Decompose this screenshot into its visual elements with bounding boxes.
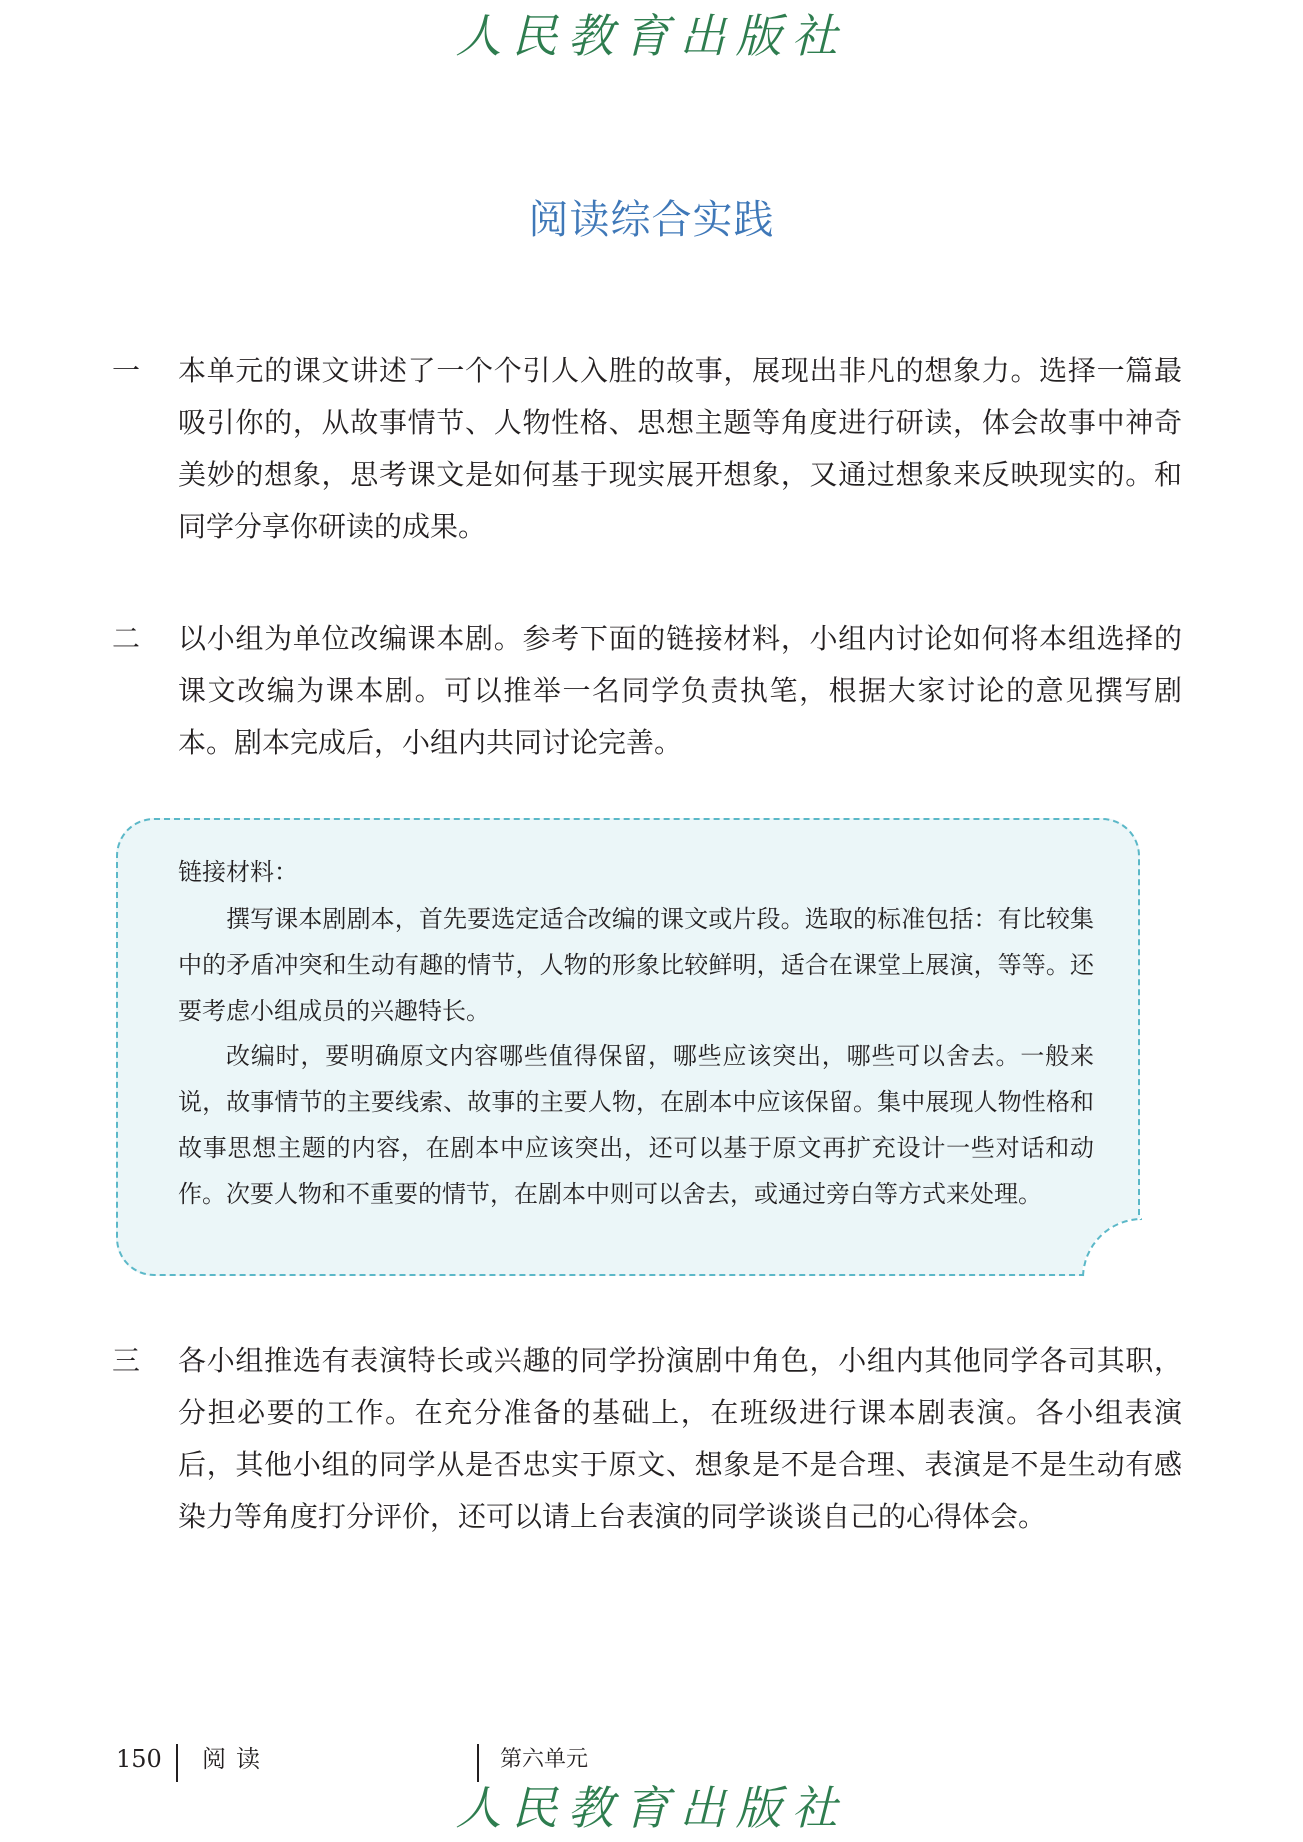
task-text: 各小组推选有表演特长或兴趣的同学扮演剧中角色，小组内其他同学各司其职，分担必要的工作。在充分准备的基础上，在班级进行课本剧表演。各小组表演后，其他小组的同学从是否忠实于原文、想象是不是合理、表演是不是生动有感染力等角度打分评价，还可以请上台表演的同学谈谈自己的心得体会。: [178, 1344, 1182, 1533]
link-material-heading: 链接材料：: [178, 858, 298, 886]
page-title: 阅读综合实践: [528, 197, 775, 243]
task-number: 二: [112, 622, 141, 655]
footer-unit-label: 第六单元: [500, 1747, 589, 1772]
page-number: 150: [116, 1745, 162, 1773]
footer-divider: [176, 1744, 178, 1782]
box-corner-decoration: [1082, 1218, 1142, 1278]
link-material-box: [116, 818, 1140, 1276]
task-number: 三: [112, 1344, 141, 1377]
task-text: 本单元的课文讲述了一个个引人入胜的故事，展现出非凡的想象力。选择一篇最吸引你的，从故事情节、人物性格、思想主题等角度进行研读，体会故事中神奇美妙的想象，思考课文是如何基于现实展开想象，又通过想象来反映现实的。和同学分享你研读的成果。: [178, 354, 1182, 543]
footer-section-label: 阅读: [202, 1745, 270, 1773]
footer-divider: [477, 1744, 479, 1782]
publisher-logo-top: 人民教育出版社: [455, 9, 848, 63]
task-number: 一: [112, 354, 141, 387]
link-material-paragraph: 改编时，要明确原文内容哪些值得保留，哪些应该突出，哪些可以舍去。一般来说，故事情节的主要线索、故事的主要人物，在剧本中应该保留。集中展现人物性格和故事思想主题的内容，在剧本中应该突出，还可以基于原文再扩充设计一些对话和动作。次要人物和不重要的情节，在剧本中则可以舍去，或通过旁白等方式来处理。: [178, 1042, 1094, 1208]
publisher-logo-bottom: 人民教育出版社: [455, 1781, 848, 1835]
link-material-paragraph: 撰写课本剧剧本，首先要选定适合改编的课文或片段。选取的标准包括：有比较集中的矛盾冲突和生动有趣的情节，人物的形象比较鲜明，适合在课堂上展演，等等。还要考虑小组成员的兴趣特长。: [178, 905, 1094, 1025]
task-text: 以小组为单位改编课本剧。参考下面的链接材料，小组内讨论如何将本组选择的课文改编为课本剧。可以推举一名同学负责执笔，根据大家讨论的意见撰写剧本。剧本完成后，小组内共同讨论完善。: [178, 622, 1182, 759]
